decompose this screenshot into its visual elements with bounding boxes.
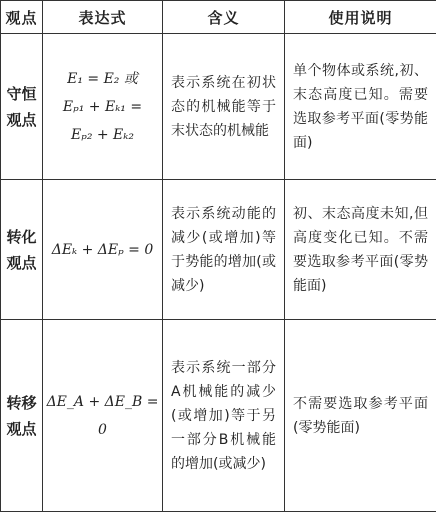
expression-line: Eₚ₂ + Eₖ₂ — [43, 121, 162, 149]
expression-line: ΔE_A + ΔE_B = 0 — [43, 388, 162, 444]
meaning-text: 表示系统一部分A机械能的减少(或增加)等于另一部分B机械能的增加(或减少) — [171, 356, 276, 476]
viewpoint-line: 转移 — [1, 390, 42, 416]
header-row — [1, 1, 436, 34]
usage-cell — [285, 320, 436, 512]
viewpoint-line: 守恒 — [1, 81, 42, 107]
header-meaning: 含义 — [163, 1, 285, 34]
table-row-conservation — [1, 34, 436, 180]
expression-line: E₁ = E₂ 或 — [43, 65, 162, 93]
usage-text: 单个物体或系统,初、末态高度已知。需要选取参考平面(零势能面) — [293, 59, 428, 155]
viewpoint-line: 观点 — [1, 107, 42, 133]
expression-cell — [43, 320, 163, 512]
table-row-transformation — [1, 180, 436, 320]
header-expression: 表达式 — [43, 1, 163, 34]
expression-cell — [43, 34, 163, 180]
viewpoint-line: 观点 — [1, 416, 42, 442]
usage-cell — [285, 34, 436, 180]
usage-cell — [285, 180, 436, 320]
meaning-cell — [163, 320, 285, 512]
meaning-cell — [163, 180, 285, 320]
viewpoint-line: 观点 — [1, 250, 42, 276]
expression-line: Eₚ₁ + Eₖ₁ = — [43, 93, 162, 121]
viewpoint-cell — [1, 320, 43, 512]
table-row-transfer — [1, 320, 436, 512]
viewpoint-line: 转化 — [1, 224, 42, 250]
viewpoint-cell — [1, 180, 43, 320]
usage-text: 初、末态高度未知,但高度变化已知。不需要选取参考平面(零势能面) — [293, 202, 428, 298]
meaning-text: 表示系统动能的减少(或增加)等于势能的增加(或减少) — [171, 202, 276, 298]
expression-line: ΔEₖ + ΔEₚ = 0 — [43, 236, 162, 264]
usage-text: 不需要选取参考平面(零势能面) — [293, 392, 428, 440]
viewpoint-cell — [1, 34, 43, 180]
header-viewpoint: 观点 — [1, 1, 43, 34]
meaning-cell — [163, 34, 285, 180]
expression-cell — [43, 180, 163, 320]
header-usage: 使用说明 — [285, 1, 436, 34]
meaning-text: 表示系统在初状态的机械能等于末状态的机械能 — [171, 71, 276, 143]
